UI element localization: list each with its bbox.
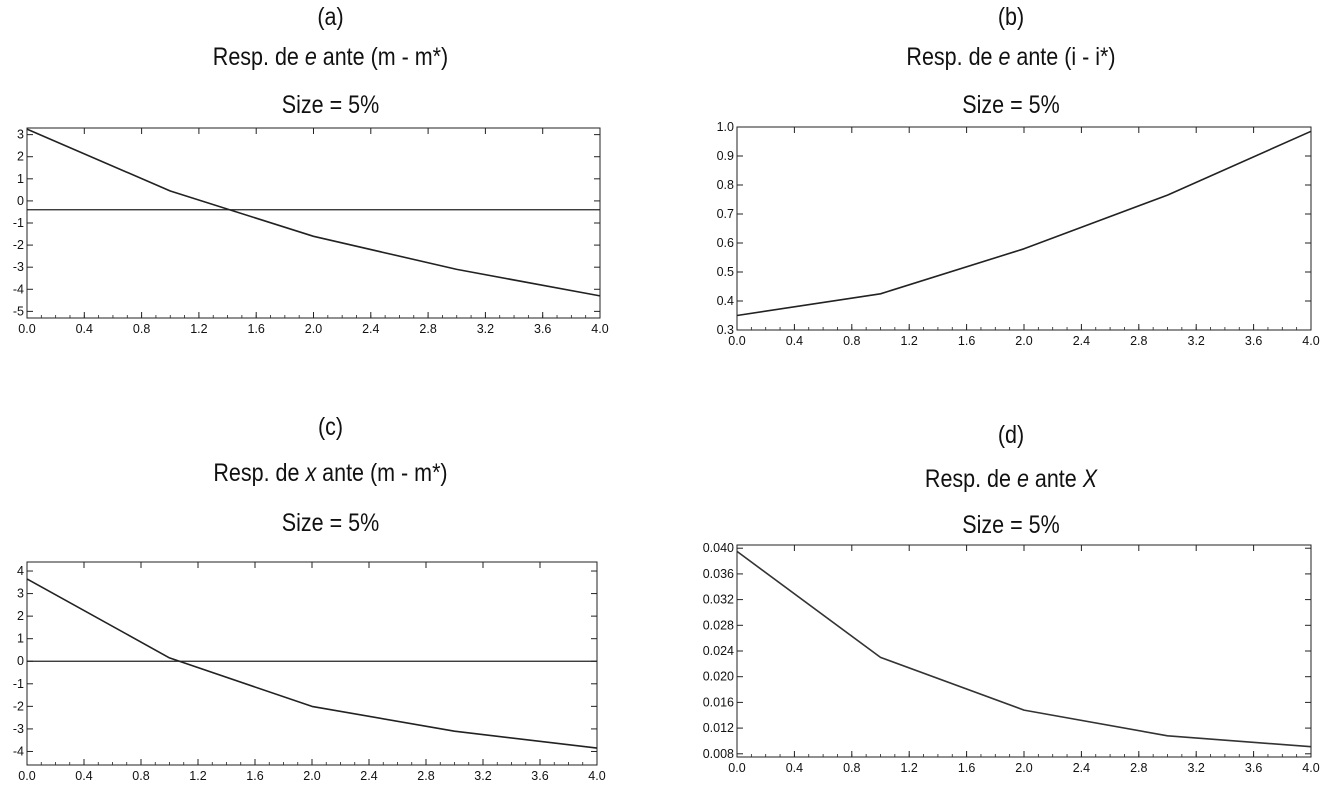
y-tick-label-c: -4	[12, 744, 24, 759]
panel-label-c: (c)	[317, 413, 344, 441]
x-tick-label-a: 2.8	[419, 322, 437, 336]
chart-title-d-var: e	[1016, 465, 1029, 493]
x-tick-label-d: 2.8	[1130, 761, 1148, 775]
chart-title-d-pre: Resp. de	[924, 465, 1017, 493]
x-tick-label-b: 1.2	[900, 334, 918, 348]
y-tick-label-b: 0.3	[716, 323, 734, 337]
y-tick-label-a: 0	[17, 193, 24, 208]
x-tick-label-d: 0.4	[785, 761, 804, 775]
x-tick-label-d: 1.6	[957, 761, 976, 775]
y-tick-label-b: 0.8	[716, 178, 734, 192]
x-tick-label-a: 3.2	[476, 322, 495, 336]
x-tick-label-a: 3.6	[534, 322, 552, 336]
y-tick-label-a: -2	[12, 238, 24, 253]
y-tick-label-b: 0.5	[716, 265, 734, 279]
y-tick-label-c: -1	[12, 676, 24, 691]
x-tick-label-c: 2.0	[303, 769, 321, 783]
x-tick-label-b: 0.0	[728, 334, 746, 348]
chart-title-c-pre: Resp. de	[213, 459, 306, 487]
x-tick-label-c: 4.0	[588, 769, 606, 783]
x-tick-label-c: 2.4	[360, 769, 378, 783]
chart-title-b-var: e	[998, 43, 1011, 71]
chart-subtitle-b: Size = 5%	[962, 91, 1060, 119]
x-tick-label-c: 1.2	[189, 769, 207, 783]
y-tick-label-a: -1	[12, 216, 24, 230]
x-tick-label-a: 4.0	[591, 322, 609, 336]
chart-title-d-var2: X	[1082, 465, 1098, 493]
y-tick-label-b: 0.6	[716, 236, 734, 250]
x-tick-label-c: 0.8	[132, 769, 150, 783]
x-tick-label-a: 0.0	[18, 322, 36, 336]
panel-label-d: (d)	[997, 421, 1025, 449]
x-tick-label-c: 0.0	[18, 769, 36, 783]
y-tick-label-d: 0.040	[702, 541, 734, 556]
plot-frame-d	[737, 545, 1311, 757]
x-tick-label-a: 1.6	[247, 322, 265, 336]
x-tick-label-a: 2.4	[362, 322, 380, 336]
y-tick-label-c: 4	[17, 564, 24, 579]
y-tick-label-d: 0.028	[702, 618, 734, 633]
x-tick-label-c: 3.2	[474, 769, 492, 783]
y-tick-label-a: -4	[12, 282, 24, 297]
x-tick-label-b: 0.8	[843, 334, 861, 348]
y-tick-label-c: 3	[17, 586, 24, 601]
y-tick-label-c: 1	[17, 631, 24, 646]
y-tick-label-b: 0.4	[716, 294, 734, 308]
x-tick-label-a: 2.0	[304, 322, 323, 336]
x-tick-label-b: 2.0	[1015, 334, 1033, 348]
x-tick-label-c: 2.8	[417, 769, 435, 783]
chart-subtitle-c: Size = 5%	[281, 509, 380, 537]
chart-title-b-pre: Resp. de	[906, 43, 999, 71]
x-tick-label-d: 0.8	[843, 761, 861, 775]
chart-title-b-post: ante (i - i*)	[1010, 43, 1116, 71]
x-tick-label-b: 2.8	[1130, 334, 1148, 348]
y-tick-label-d: 0.036	[702, 566, 734, 581]
y-tick-label-a: 3	[17, 127, 24, 142]
chart-title-a-pre: Resp. de	[212, 43, 305, 71]
y-tick-label-a: 2	[17, 149, 24, 164]
panel-label-b: (b)	[997, 3, 1025, 31]
x-tick-label-b: 4.0	[1302, 334, 1320, 348]
x-tick-label-d: 2.0	[1015, 761, 1033, 775]
x-tick-label-a: 0.4	[75, 322, 93, 336]
x-tick-label-b: 3.6	[1244, 334, 1263, 348]
y-tick-label-b: 0.9	[716, 149, 734, 163]
x-tick-label-a: 0.8	[132, 322, 151, 336]
chart-title-a-post: ante (m - m*)	[316, 43, 449, 71]
chart-title-c-var: x	[305, 459, 317, 487]
x-tick-label-b: 1.6	[957, 334, 976, 348]
y-tick-label-a: -5	[12, 304, 24, 319]
chart-subtitle-d: Size = 5%	[962, 511, 1060, 539]
chart-subtitle-a: Size = 5%	[281, 91, 380, 119]
y-tick-label-c: 2	[17, 609, 24, 624]
y-tick-label-d: 0.024	[702, 644, 734, 658]
x-tick-label-d: 4.0	[1302, 761, 1320, 775]
x-tick-label-d: 1.2	[900, 761, 918, 775]
x-tick-label-d: 3.6	[1244, 761, 1263, 775]
y-tick-label-c: 0	[17, 654, 24, 669]
y-tick-label-d: 0.020	[702, 669, 734, 684]
chart-title-c-post: ante (m - m*)	[316, 459, 448, 487]
chart-title-d-post: ante	[1028, 465, 1083, 493]
x-tick-label-b: 3.2	[1187, 334, 1205, 348]
y-tick-label-b: 0.7	[716, 207, 734, 221]
series-line-d	[737, 551, 1311, 746]
x-tick-label-c: 0.4	[75, 769, 93, 783]
y-tick-label-a: 1	[17, 171, 24, 186]
y-tick-label-b: 1.0	[716, 120, 734, 134]
panel-label-a: (a)	[317, 3, 344, 31]
y-tick-label-a: -3	[12, 260, 24, 275]
x-tick-label-c: 3.6	[531, 769, 549, 783]
y-tick-label-d: 0.032	[702, 592, 734, 607]
y-tick-label-d: 0.012	[702, 721, 734, 736]
x-tick-label-d: 0.0	[728, 761, 746, 775]
y-tick-label-c: -2	[12, 699, 24, 714]
chart-title-a-var: e	[304, 43, 317, 71]
x-tick-label-d: 2.4	[1072, 761, 1091, 775]
x-tick-label-b: 0.4	[785, 334, 804, 348]
x-tick-label-c: 1.6	[246, 769, 264, 783]
x-tick-label-b: 2.4	[1072, 334, 1091, 348]
y-tick-label-d: 0.016	[702, 695, 734, 710]
x-tick-label-a: 1.2	[190, 322, 208, 336]
x-tick-label-d: 3.2	[1187, 761, 1205, 775]
y-tick-label-d: 0.008	[702, 746, 734, 761]
y-tick-label-c: -3	[12, 721, 24, 736]
